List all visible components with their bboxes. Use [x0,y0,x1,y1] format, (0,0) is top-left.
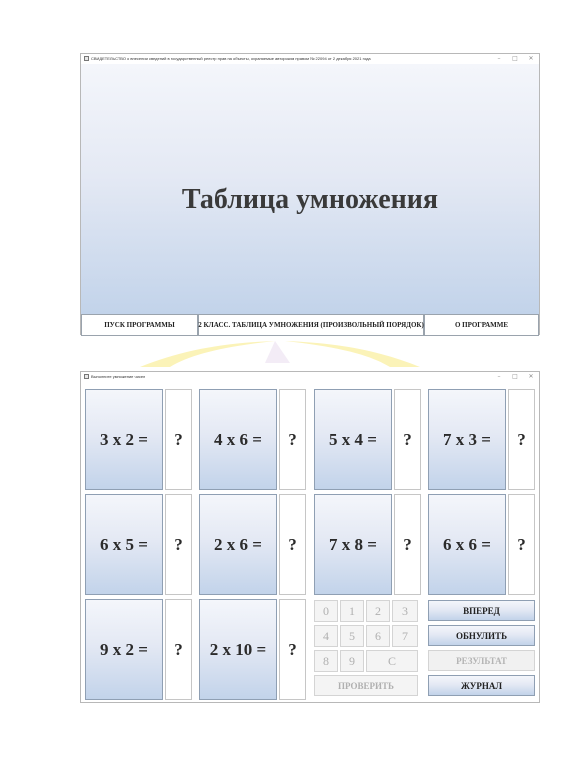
answer-field[interactable]: ? [279,599,306,700]
result-button[interactable]: РЕЗУЛЬТАТ [428,650,535,671]
keypad-key-1[interactable]: 1 [340,600,364,622]
keypad-key-8[interactable]: 8 [314,650,338,672]
exercise-window [80,371,540,703]
main-window-title: СВИДЕТЕЛЬСТВО о внесении сведений в государственный реестр прав на объекты, охраняемые авторским правом № 22094 от 2 декабря 2021 года [91,56,371,61]
keypad-key-0[interactable]: 0 [314,600,338,622]
answer-field[interactable]: ? [394,389,421,490]
journal-button[interactable]: ЖУРНАЛ [428,675,535,696]
problem-expression: 3 x 2 = [85,389,163,490]
check-button[interactable]: ПРОВЕРИТЬ [314,675,418,696]
problem-expression: 7 x 8 = [314,494,392,595]
close-icon[interactable]: ✕ [528,55,534,62]
answer-field[interactable]: ? [279,389,306,490]
start-program-button[interactable]: ПУСК ПРОГРАММЫ [81,314,198,336]
answer-field[interactable]: ? [165,599,192,700]
problem-expression: 5 x 4 = [314,389,392,490]
mode-select-button[interactable]: 2 КЛАСС. ТАБЛИЦА УМНОЖЕНИЯ (ПРОИЗВОЛЬНЫЙ ПОРЯДОК) [198,314,424,336]
main-window-titlebar [81,54,539,64]
problem-expression: 2 x 6 = [199,494,277,595]
problem-expression: 7 x 3 = [428,389,506,490]
answer-field[interactable]: ? [508,494,535,595]
maximize-icon[interactable]: □ [512,373,518,380]
answer-field[interactable]: ? [508,389,535,490]
main-menu-bar [81,314,539,336]
about-button[interactable]: О ПРОГРАММЕ [424,314,539,336]
title-panel [81,64,539,314]
keypad-key-5[interactable]: 5 [340,625,364,647]
answer-field[interactable]: ? [165,389,192,490]
keypad-key-3[interactable]: 3 [392,600,418,622]
minimize-icon[interactable]: – [497,373,501,380]
keypad-clear-key[interactable]: C [366,650,418,672]
keypad-key-6[interactable]: 6 [366,625,390,647]
close-icon[interactable]: ✕ [528,373,534,380]
minimize-icon[interactable]: – [497,55,501,62]
problem-expression: 4 x 6 = [199,389,277,490]
app-icon [84,374,89,379]
forward-button[interactable]: ВПЕРЕД [428,600,535,621]
answer-field[interactable]: ? [165,494,192,595]
exercise-window-titlebar [81,372,539,382]
problem-expression: 6 x 6 = [428,494,506,595]
keypad-key-4[interactable]: 4 [314,625,338,647]
keypad-key-9[interactable]: 9 [340,650,364,672]
maximize-icon[interactable]: □ [512,55,518,62]
answer-field[interactable]: ? [394,494,421,595]
keypad-key-7[interactable]: 7 [392,625,418,647]
background-decoration [100,333,460,367]
keypad-key-2[interactable]: 2 [366,600,390,622]
answer-field[interactable]: ? [279,494,306,595]
app-heading: Таблица умножения [181,184,439,215]
app-icon [84,56,89,61]
main-window [80,53,540,335]
problem-expression: 9 x 2 = [85,599,163,700]
problem-expression: 6 x 5 = [85,494,163,595]
problem-expression: 2 x 10 = [199,599,277,700]
reset-button[interactable]: ОБНУЛИТЬ [428,625,535,646]
exercise-window-title: Выполните умножение чисел [91,374,146,379]
